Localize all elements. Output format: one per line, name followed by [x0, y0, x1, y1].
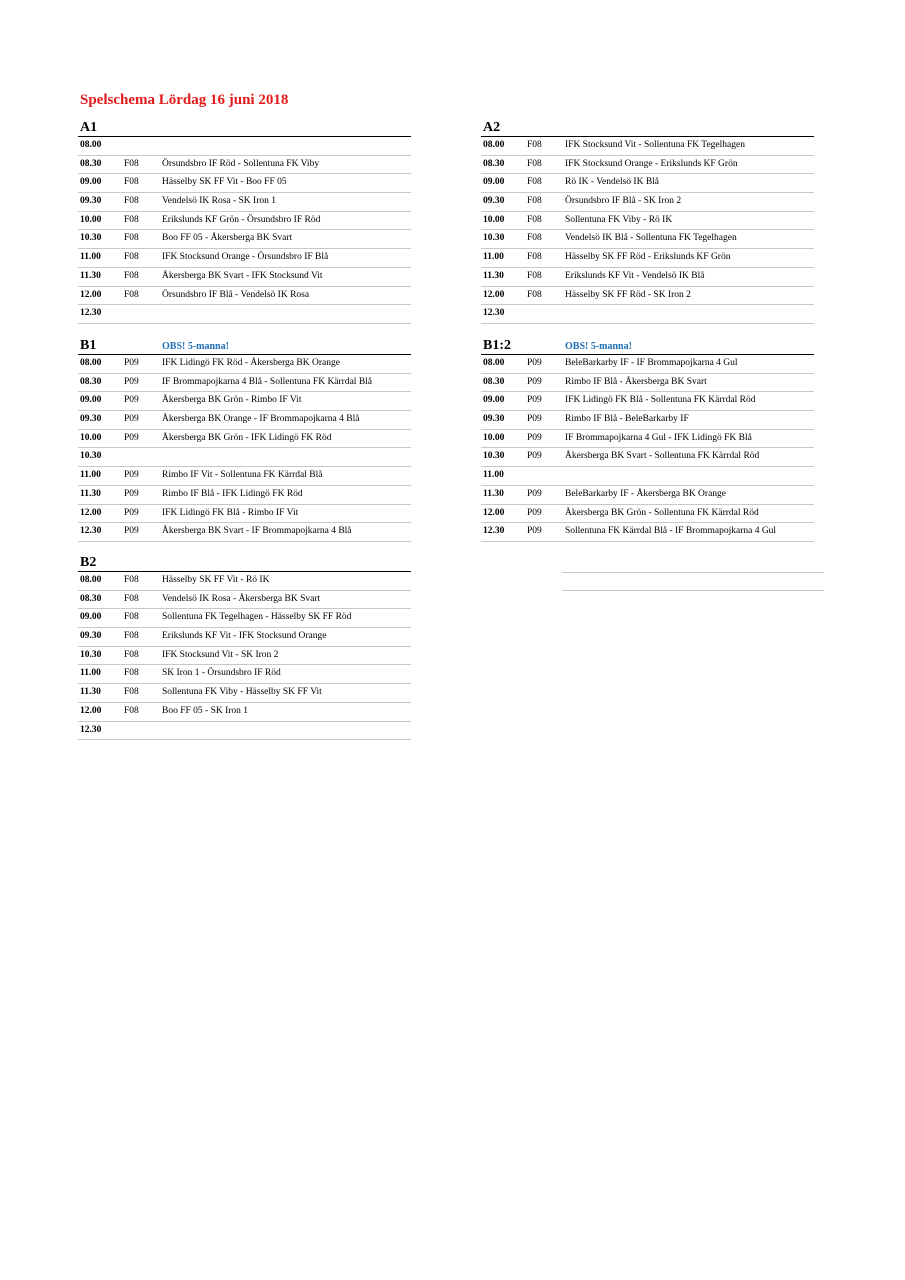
schedule-row [481, 448, 814, 467]
page-title: Spelschema Lördag 16 juni 2018 [80, 92, 289, 108]
schedule-row [481, 193, 814, 212]
time-cell: 08.30 [80, 158, 102, 169]
schedule-row [78, 230, 411, 249]
block-name: B1:2 [483, 338, 511, 353]
match-cell: Åkersberga BK Svart - IF Brommapojkarna 4 Blå [162, 526, 352, 537]
match-cell: Hässelby SK FF Vit - Rö IK [162, 575, 270, 585]
time-cell: 11.30 [80, 488, 101, 499]
schedule-row [481, 230, 814, 249]
time-cell: 08.00 [80, 140, 102, 150]
match-cell: Sollentuna FK Kärrdal Blå - IF Brommapojkarna 4 Gul [565, 526, 777, 537]
class-cell: F08 [124, 668, 139, 679]
time-cell: 08.00 [483, 140, 505, 150]
class-cell: F08 [124, 214, 139, 225]
schedule-row [481, 268, 814, 287]
match-cell: Rö IK - Vendelsö IK Blå [565, 177, 660, 188]
block-header [481, 337, 814, 355]
time-cell: 12.30 [80, 724, 102, 735]
class-cell: F08 [124, 158, 139, 169]
schedule-row [481, 392, 814, 411]
match-cell: Hässelby SK FF Röd - SK Iron 2 [565, 289, 691, 300]
empty-row [562, 573, 824, 592]
empty-row [562, 554, 824, 573]
class-cell: F08 [527, 177, 542, 188]
time-cell: 10.00 [80, 432, 102, 443]
match-cell: Sollentuna FK Tegelhagen - Hässelby SK FF Röd [162, 612, 352, 623]
class-cell: P09 [527, 507, 542, 518]
time-cell: 11.00 [80, 470, 101, 481]
time-cell: 09.00 [80, 612, 102, 623]
time-cell: 10.00 [80, 214, 102, 225]
block-header [78, 554, 411, 572]
schedule-row [481, 137, 814, 156]
schedule-row [78, 591, 411, 610]
match-cell: Sollentuna FK Viby - Rö IK [565, 214, 673, 225]
class-cell: F08 [527, 252, 542, 263]
class-cell: F08 [527, 158, 542, 169]
time-cell: 10.30 [80, 451, 102, 462]
class-cell: F08 [124, 270, 139, 281]
schedule-row [78, 486, 411, 505]
class-cell: F08 [124, 289, 139, 300]
schedule-row [78, 572, 411, 591]
class-cell: P09 [527, 526, 542, 537]
time-cell: 10.30 [80, 233, 102, 244]
time-cell: 08.30 [483, 158, 505, 169]
schedule-row [481, 374, 814, 393]
match-cell: IFK Stocksund Vit - SK Iron 2 [162, 649, 279, 660]
schedule-row [78, 355, 411, 374]
time-cell: 10.30 [483, 233, 505, 244]
schedule-row [78, 305, 411, 324]
schedule-row [481, 430, 814, 449]
schedule-row [481, 305, 814, 324]
schedule-row [78, 374, 411, 393]
schedule-row [481, 156, 814, 175]
class-cell: F08 [124, 612, 139, 623]
block-name: A1 [80, 120, 98, 135]
time-cell: 11.00 [80, 668, 101, 679]
block-name: B1 [80, 338, 97, 353]
time-cell: 12.30 [483, 308, 505, 319]
time-cell: 11.30 [483, 270, 504, 281]
match-cell: IFK Lidingö FK Blå - Sollentuna FK Kärrdal Röd [565, 395, 756, 406]
match-cell: BeleBarkarby IF - Åkersberga BK Orange [565, 488, 727, 499]
schedule-row [78, 505, 411, 524]
match-cell: Rimbo IF Blå - IFK Lidingö FK Röd [162, 488, 303, 499]
time-cell: 08.00 [80, 358, 102, 368]
class-cell: F08 [527, 196, 542, 207]
time-cell: 11.30 [80, 687, 101, 698]
match-cell: IF Brommapojkarna 4 Blå - Sollentuna FK Kärrdal Blå [162, 376, 373, 387]
empty-block [562, 554, 824, 591]
schedule-block-b1-2 [481, 337, 814, 542]
time-cell: 11.30 [80, 270, 101, 281]
time-cell: 12.30 [483, 526, 505, 537]
match-cell: Örsundsbro IF Blå - Vendelsö IK Rosa [162, 289, 310, 300]
class-cell: P09 [124, 488, 139, 499]
schedule-row [78, 193, 411, 212]
class-cell: F08 [124, 631, 139, 642]
class-cell: P09 [124, 470, 139, 481]
match-cell: Vendelsö IK Rosa - Åkersberga BK Svart [162, 593, 321, 604]
class-cell: F08 [124, 575, 139, 585]
block-header [78, 119, 411, 137]
class-cell: P09 [124, 376, 139, 387]
time-cell: 12.00 [483, 289, 505, 300]
time-cell: 10.30 [80, 649, 102, 660]
time-cell: 12.30 [80, 308, 102, 319]
schedule-row [78, 411, 411, 430]
time-cell: 11.00 [483, 470, 504, 481]
class-cell: P09 [124, 432, 139, 443]
schedule-row [78, 703, 411, 722]
block-note: OBS! 5-manna! [162, 341, 229, 352]
schedule-row [78, 174, 411, 193]
time-cell: 12.00 [80, 705, 102, 716]
schedule-row [481, 212, 814, 231]
schedule-row [78, 665, 411, 684]
class-cell: F08 [124, 649, 139, 660]
time-cell: 12.00 [80, 507, 102, 518]
time-cell: 08.30 [80, 376, 102, 387]
match-cell: Vendelsö IK Blå - Sollentuna FK Tegelhagen [565, 233, 737, 244]
match-cell: IFK Lidingö FK Blå - Rimbo IF Vit [162, 507, 299, 518]
block-name: B2 [80, 555, 97, 570]
schedule-row [481, 355, 814, 374]
time-cell: 09.30 [80, 414, 102, 425]
match-cell: Åkersberga BK Grön - Sollentuna FK Kärrdal Röd [565, 507, 759, 518]
match-cell: BeleBarkarby IF - IF Brommapojkarna 4 Gul [565, 358, 738, 368]
time-cell: 08.30 [483, 376, 505, 387]
schedule-row [78, 647, 411, 666]
match-cell: IFK Lidingö FK Röd - Åkersberga BK Orange [162, 358, 340, 368]
time-cell: 08.30 [80, 593, 102, 604]
class-cell: P09 [124, 358, 139, 368]
time-cell: 09.00 [80, 395, 102, 406]
class-cell: F08 [124, 705, 139, 716]
match-cell: Åkersberga BK Orange - IF Brommapojkarna 4 Blå [162, 414, 360, 425]
schedule-row [78, 287, 411, 306]
match-cell: Sollentuna FK Viby - Hässelby SK FF Vit [162, 687, 322, 698]
class-cell: P09 [124, 507, 139, 518]
class-cell: F08 [527, 233, 542, 244]
time-cell: 09.00 [483, 177, 505, 188]
class-cell: P09 [527, 414, 542, 425]
class-cell: F08 [124, 687, 139, 698]
time-cell: 11.00 [80, 252, 101, 263]
schedule-row [481, 486, 814, 505]
class-cell: P09 [527, 432, 542, 443]
block-note: OBS! 5-manna! [565, 341, 632, 352]
match-cell: Boo FF 05 - Åkersberga BK Svart [162, 233, 293, 244]
time-cell: 12.00 [80, 289, 102, 300]
class-cell: F08 [124, 252, 139, 263]
time-cell: 09.30 [483, 196, 505, 207]
class-cell: P09 [527, 395, 542, 406]
class-cell: P09 [527, 451, 542, 462]
class-cell: F08 [527, 289, 542, 300]
time-cell: 12.30 [80, 526, 102, 537]
schedule-row [78, 448, 411, 467]
class-cell: F08 [124, 196, 139, 207]
class-cell: F08 [527, 214, 542, 225]
time-cell: 12.00 [483, 507, 505, 518]
time-cell: 08.00 [80, 575, 102, 585]
time-cell: 10.00 [483, 432, 505, 443]
schedule-row [78, 609, 411, 628]
block-name: A2 [483, 120, 501, 135]
schedule-row [78, 212, 411, 231]
match-cell: Boo FF 05 - SK Iron 1 [162, 705, 249, 716]
class-cell: F08 [124, 177, 139, 188]
match-cell: Örsundsbro IF Röd - Sollentuna FK Viby [162, 158, 320, 169]
schedule-row [78, 268, 411, 287]
match-cell: SK Iron 1 - Örsundsbro IF Röd [162, 668, 281, 679]
match-cell: Åkersberga BK Svart - Sollentuna FK Kärrdal Röd [565, 451, 760, 462]
schedule-block-b1 [78, 337, 411, 542]
match-cell: Rimbo IF Vit - Sollentuna FK Kärrdal Blå [162, 470, 323, 481]
schedule-row [78, 156, 411, 175]
time-cell: 09.00 [80, 177, 102, 188]
match-cell: IF Brommapojkarna 4 Gul - IFK Lidingö FK Blå [565, 432, 752, 443]
schedule-row [481, 249, 814, 268]
match-cell: Erikslunds KF Vit - Vendelsö IK Blå [565, 270, 705, 281]
match-cell: Rimbo IF Blå - BeleBarkarby IF [565, 414, 689, 425]
time-cell: 09.30 [80, 631, 102, 642]
match-cell: Erikslunds KF Vit - IFK Stocksund Orange [162, 631, 327, 642]
time-cell: 10.30 [483, 451, 505, 462]
block-header [481, 119, 814, 137]
class-cell: F08 [527, 270, 542, 281]
match-cell: IFK Stocksund Orange - Örsundsbro IF Blå [162, 252, 329, 263]
time-cell: 09.30 [80, 196, 102, 207]
schedule-row [481, 174, 814, 193]
schedule-row [78, 467, 411, 486]
schedule-row [78, 249, 411, 268]
time-cell: 08.00 [483, 358, 505, 368]
time-cell: 09.00 [483, 395, 505, 406]
match-cell: Åkersberga BK Grön - Rimbo IF Vit [162, 395, 302, 406]
block-header [78, 337, 411, 355]
schedule-row [481, 287, 814, 306]
match-cell: Erikslunds KF Grön - Örsundsbro IF Röd [162, 214, 321, 225]
class-cell: P09 [527, 358, 542, 368]
schedule-row [78, 137, 411, 156]
match-cell: Örsundsbro IF Blå - SK Iron 2 [565, 196, 682, 207]
match-cell: Hässelby SK FF Röd - Erikslunds KF Grön [565, 252, 731, 263]
class-cell: F08 [124, 593, 139, 604]
schedule-block-a2 [481, 119, 814, 324]
match-cell: Åkersberga BK Grön - IFK Lidingö FK Röd [162, 432, 332, 443]
match-cell: IFK Stocksund Vit - Sollentuna FK Tegelhagen [565, 140, 745, 150]
schedule-row [481, 523, 814, 542]
match-cell: Vendelsö IK Rosa - SK Iron 1 [162, 196, 276, 207]
time-cell: 10.00 [483, 214, 505, 225]
class-cell: P09 [527, 376, 542, 387]
schedule-row [78, 684, 411, 703]
class-cell: F08 [124, 233, 139, 244]
class-cell: P09 [124, 395, 139, 406]
match-cell: IFK Stocksund Orange - Erikslunds KF Grön [565, 158, 738, 169]
class-cell: P09 [527, 488, 542, 499]
class-cell: P09 [124, 414, 139, 425]
class-cell: F08 [527, 140, 542, 150]
schedule-row [481, 411, 814, 430]
class-cell: P09 [124, 526, 139, 537]
match-cell: Hässelby SK FF Vit - Boo FF 05 [162, 177, 287, 188]
time-cell: 09.30 [483, 414, 505, 425]
match-cell: Rimbo IF Blå - Åkersberga BK Svart [565, 376, 707, 387]
match-cell: Åkersberga BK Svart - IFK Stocksund Vit [162, 270, 323, 281]
time-cell: 11.00 [483, 252, 504, 263]
schedule-row [481, 505, 814, 524]
schedule-block-a1 [78, 119, 411, 324]
schedule-row [78, 430, 411, 449]
time-cell: 11.30 [483, 488, 504, 499]
schedule-row [78, 523, 411, 542]
schedule-row [481, 467, 814, 486]
schedule-row [78, 628, 411, 647]
schedule-row [78, 392, 411, 411]
schedule-block-b2 [78, 554, 411, 740]
schedule-row [78, 722, 411, 741]
